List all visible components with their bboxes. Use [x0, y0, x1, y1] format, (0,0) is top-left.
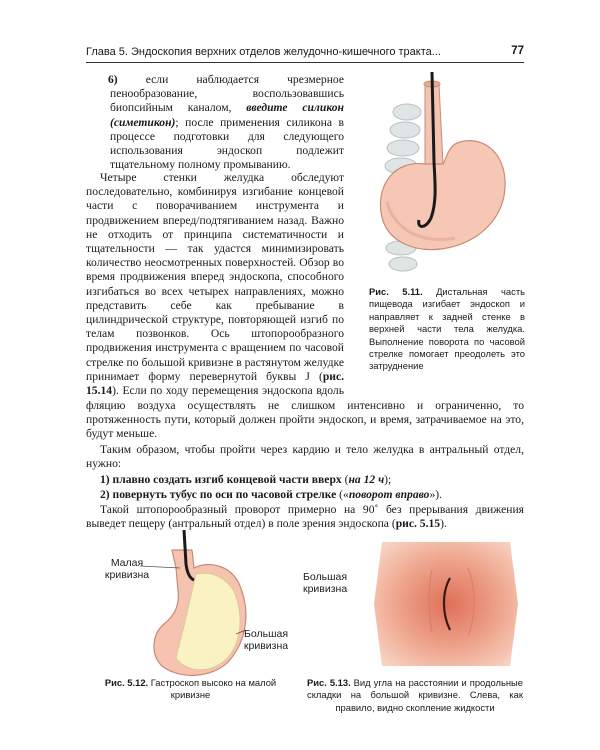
paragraph-text-cont: ). Если по ходу перемещения эндоскопа вдоль [112, 384, 344, 398]
figure-5-13-caption: Рис. 5.13. Вид угла на расстоянии и продольные складки на большой кривизне. Слева, как правило, видно скопление жидкости [307, 677, 523, 713]
figure-reference: рис. 5.15 [395, 517, 441, 531]
chapter-title: Глава 5. Эндоскопия верхних отделов желудочно-кишечного тракта... [86, 46, 441, 58]
lesser-curvature-label: Малая кривизна [104, 557, 150, 581]
figure-5-11-caption [369, 286, 525, 373]
figure-5-12-illustration [140, 530, 290, 680]
figure-5-12-caption: Рис. 5.12. Гастроскоп высоко на малой кривизне [104, 677, 277, 701]
body-paragraph-1 [86, 171, 344, 399]
item-text-end: ; после применения силикона в процессе подготовки для следующего использования эндоскоп подлежит тщательному полному промыванию. [110, 115, 344, 172]
body-paragraph-3: Такой штопорообразный проворот примерно на 90˚ без прерывания движения выведет пещеру (антральный отдел) в поле зрения эндоскопа (рис. 5.15). [86, 503, 524, 531]
greater-curvature-label: Большая кривизна [243, 628, 289, 652]
item-emphasis: введите силикон (симетикон) [110, 101, 344, 129]
body-paragraph-1-continued: фляцию воздуха осуществлять не слишком интенсивно и ограниченно, то протяженность пути, который должен пройти эндоскоп, и время, затрачиваемое на это, будут меньше. [86, 399, 524, 441]
endoscopic-view [374, 542, 518, 666]
caption-text: Дистальная часть пищевода изгибает эндоскоп и направляет к задней стенке в верхней части тела желудка. Выполнение поворота по часовой стрелке помогает преодолеть это затруднение [369, 286, 525, 372]
caption-label: Рис. 5.11. [369, 286, 423, 297]
item-text-start: если наблюдается чрезмерное пенообразование, воспользовавшись биопсийным каналом, [110, 73, 344, 115]
page-number: 77 [511, 45, 524, 57]
greater-curvature-label-513: Большая кривизна [303, 571, 348, 595]
body-paragraph-2: Таким образом, чтобы пройти через кардию и тело желудка в антральный отдел, нужно: [86, 443, 524, 471]
item-number: 6) [108, 73, 118, 86]
running-header [86, 44, 524, 63]
figure-5-13-illustration [372, 540, 520, 668]
list-item-6 [110, 73, 344, 172]
paragraph-text: Четыре стенки желудка обследуют последовательно, комбинируя изгибание концевой части с поворачиванием инструмента и продвижением вперед/подтягиванием назад. Важно не отходить от принципа систематичности и тщательности — так удастся минимизировать количество неосмотренных поверхностей. Обзор во время продвижения вперед эндоскопа, способного изгибаться во всех четырех направлениях, можно представить себе как пребывание в цилиндрической структуре, повторяющей изгиб по телам позвонков. Ось штопорообразного продвижения инструмента с вращением по часовой стрелке по большой кривизне в растянутом желудке принимает форму перевернутой буквы J ( [86, 171, 344, 383]
figure-5-11-illustration [355, 72, 525, 277]
figure-reference: рис. 15.14 [86, 369, 344, 398]
step-2: 2) повернуть тубус по оси по часовой стрелке («поворот вправо»). [100, 488, 443, 501]
step-1: 1) плавно создать изгиб концевой части вверх (на 12 ч); [100, 473, 392, 486]
